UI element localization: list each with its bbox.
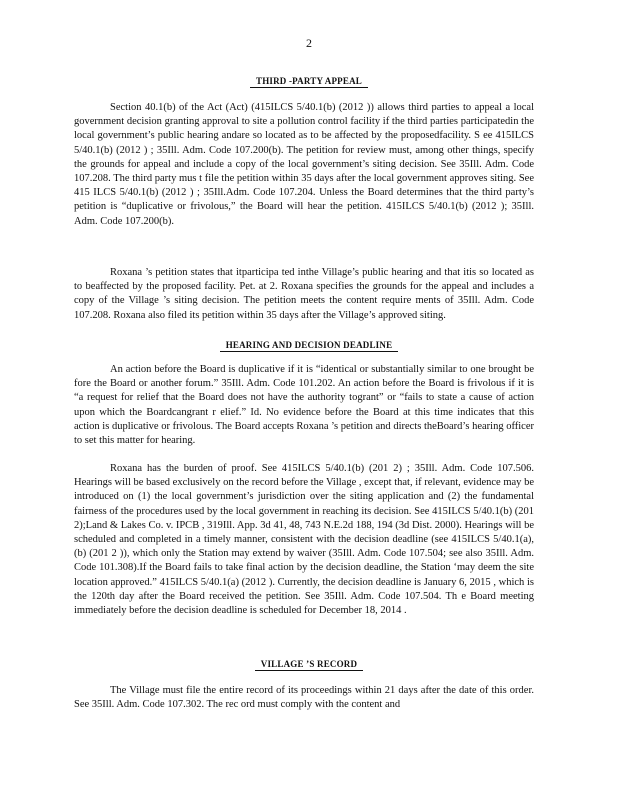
heading-text: THIRD -PARTY APPEAL bbox=[250, 76, 368, 88]
paragraph-hearing-deadline-1: An action before the Board is duplicative if it is “identical or substantially similar to one brought be fore the Board or another forum.” 35Ill. Adm. Code 101.202. An action before the Board is frivolous if it is “a request for relief that the Board does not have the authority togrant” or “fails to state a cause of action upon which the Boardcangrant r elief.” Id. No evidence before the Board at this time indicates that this action is duplicative or frivolous. The Board accepts Roxana ’s petition and directs theBoard’s hearing officer to set this matter for hearing. bbox=[74, 364, 534, 447]
paragraph-third-party-appeal-1: Section 40.1(b) of the Act (Act) (415ILCS 5/40.1(b) (2012 )) allows third parties to appeal a local government decision granting approval to site a pollution control facility if the third parties participatedin the local government’s public hearing andare so located as to be affected by the proposedfacility. S ee 415ILCS 5/40.1(b) (2012 ) ; 35Ill. Adm. Code 107.200(b). The petition for review must, among other things, specify the grounds for appeal and include a copy of the local government’s siting decision. See 35Ill. Adm. Code 107.208. The third party mus t file the petition within 35 days after the local government approves siting. See 415 ILCS 5/40.1(b) (2012 ) ; 35Ill.Adm. Code 107.204. Unless the Board determines that the third party’s petition is “duplicative or frivolous,” the Board will hear the petition. 415ILCS 5/40.1(b) (2012 ); 35Ill. Adm. Code 107.200(b). bbox=[74, 102, 534, 227]
section-heading-village-record bbox=[0, 659, 618, 671]
section-heading-hearing-deadline bbox=[0, 340, 618, 352]
page-number: 2 bbox=[306, 36, 312, 50]
heading-text: VILLAGE ’S RECORD bbox=[255, 659, 363, 671]
paragraph-village-record-1: The Village must file the entire record of its proceedings within 21 days after the date of this order. See 35Ill. Adm. Code 107.302. The rec ord must comply with the content and bbox=[74, 685, 534, 711]
section-heading-third-party-appeal bbox=[0, 76, 618, 88]
paragraph-third-party-appeal-2: Roxana ’s petition states that itparticipa ted inthe Village’s public hearing and that itis so located as to beaffected by the proposed facility. Pet. at 2. Roxana specifies the grounds for the appeal and includes a copy of the Village ’s siting decision. The petition meets the content require ments of 35Ill. Adm. Code 107.208. Roxana also filed its petition within 35 days after the Village’s approved siting. bbox=[74, 267, 534, 321]
heading-text: HEARING AND DECISION DEADLINE bbox=[220, 340, 399, 352]
paragraph-hearing-deadline-2: Roxana has the burden of proof. See 415ILCS 5/40.1(b) (201 2) ; 35Ill. Adm. Code 107.506. Hearings will be based exclusively on the record before the Village , except that, if relevant, evidence may be introduced on (1) the local government’s jurisdiction over the siting application and (2) the fundamental fairness of the procedures used by the local government in reaching its decision. See 415ILCS 5/40.1(b) (201 2);Land & Lakes Co. v. IPCB , 319Ill. App. 3d 41, 48, 743 N.E.2d 188, 194 (3d Dist. 2000). Hearings will be scheduled and completed in a timely manner, consistent with the decision deadline (see 415ILCS 5/40.1(a), (b) (201 2 )), which only the Station may extend by waiver (35Ill. Adm. Code 107.504; see also 35Ill. Adm. Code 101.308).If the Board fails to take final action by the decision deadline, the Station ‘may deem the site location approved.” 415ILCS 5/40.1(a) (2012 ). Currently, the decision deadline is January 6, 2015 , which is the 120th day after the Board received the petition. See 35Ill. Adm. Code 107.504. Th e Board meeting immediately before the decision deadline is scheduled for December 18, 2014 . bbox=[74, 463, 534, 617]
